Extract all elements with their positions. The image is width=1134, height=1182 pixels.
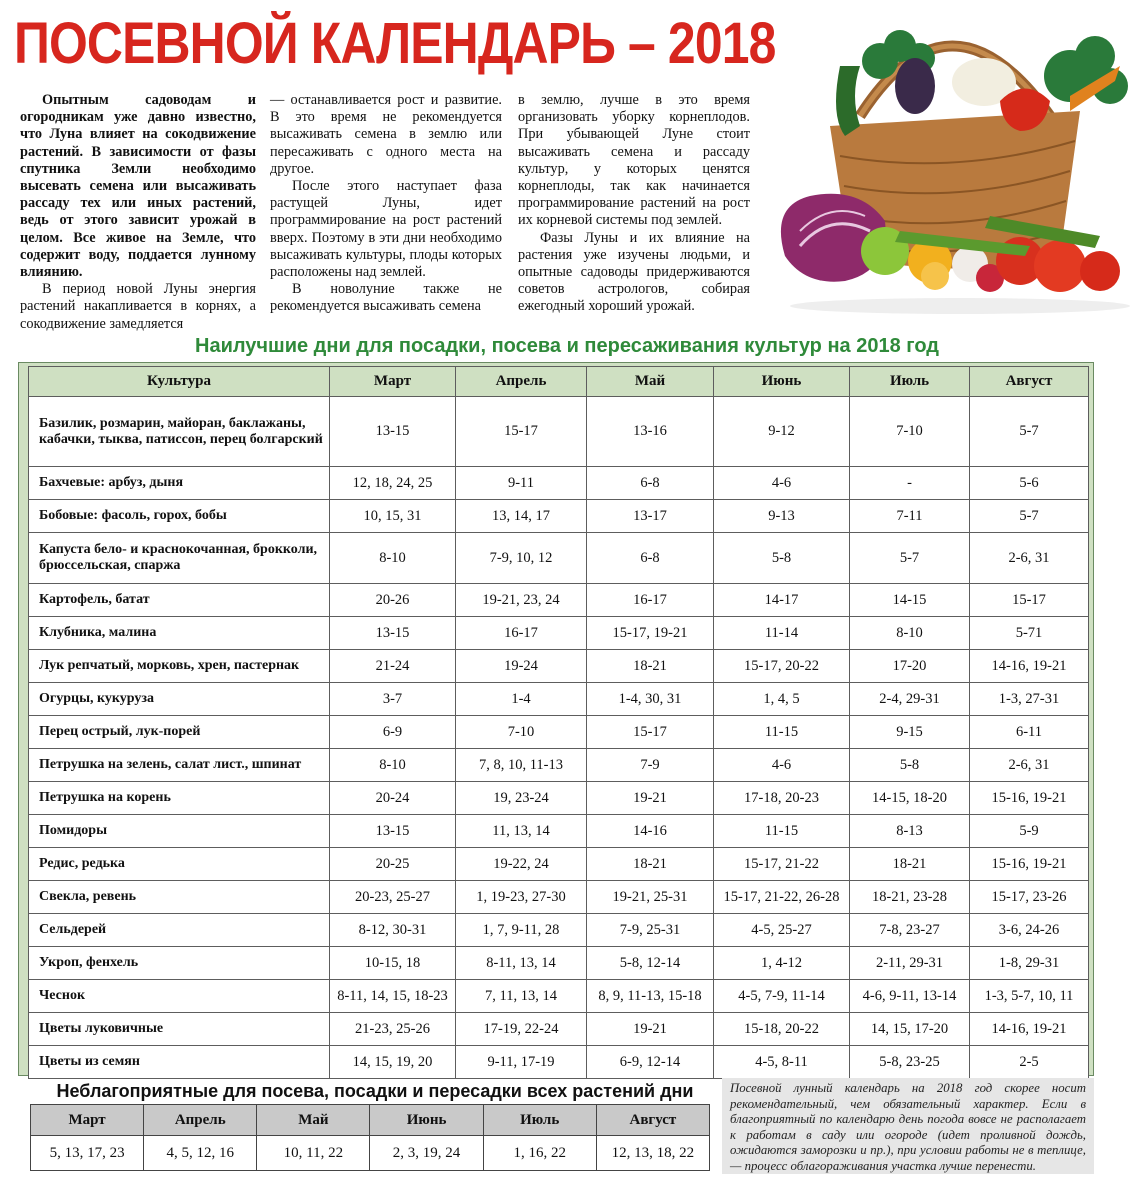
date-cell: 5-9 bbox=[970, 815, 1089, 848]
date-cell: 2-11, 29-31 bbox=[850, 947, 970, 980]
date-cell: 5-6 bbox=[970, 467, 1089, 500]
date-cell: 11-14 bbox=[714, 617, 850, 650]
date-cell: 15-17 bbox=[970, 584, 1089, 617]
date-cell: 5-71 bbox=[970, 617, 1089, 650]
intro-column-2 bbox=[270, 92, 502, 316]
table-row bbox=[29, 947, 1089, 980]
date-cell: 21-24 bbox=[330, 650, 456, 683]
date-cell: 14-15, 18-20 bbox=[850, 782, 970, 815]
crop-name-cell: Свекла, ревень bbox=[29, 881, 330, 914]
table-row bbox=[29, 533, 1089, 584]
table-row bbox=[29, 650, 1089, 683]
intro-paragraph: В новолуние также не рекомендуется высаживать семена bbox=[270, 281, 502, 315]
date-cell: 7-8, 23-27 bbox=[850, 914, 970, 947]
date-cell: 5-8, 12-14 bbox=[587, 947, 714, 980]
date-cell: 20-26 bbox=[330, 584, 456, 617]
date-cell: 14, 15, 17-20 bbox=[850, 1013, 970, 1046]
date-cell: 1-8, 29-31 bbox=[970, 947, 1089, 980]
date-cell: 2-4, 29-31 bbox=[850, 683, 970, 716]
table-row bbox=[29, 467, 1089, 500]
intro-paragraph: в землю, лучше в это время организовать уборку корнеплодов. При убывающей Луне стоит высаживать семена и рассаду культур, у которых ценятся корнеплоды, так как начинается программирование растений на рост их корневой системы под землей. bbox=[518, 92, 750, 229]
date-cell: 17-18, 20-23 bbox=[714, 782, 850, 815]
column-header: Март bbox=[330, 367, 456, 397]
date-cell: 8-10 bbox=[850, 617, 970, 650]
date-cell: 2-6, 31 bbox=[970, 533, 1089, 584]
date-cell: 19-21 bbox=[587, 1013, 714, 1046]
date-cell: 15-17 bbox=[587, 716, 714, 749]
intro-paragraph: В период новой Луны энергия растений накапливается в корнях, а сокодвижение замедляется bbox=[20, 281, 256, 332]
date-cell: 7-10 bbox=[456, 716, 587, 749]
crop-name-cell: Чеснок bbox=[29, 980, 330, 1013]
date-cell: 20-25 bbox=[330, 848, 456, 881]
table-row bbox=[29, 683, 1089, 716]
best-days-table bbox=[28, 366, 1089, 1079]
crop-name-cell: Цветы луковичные bbox=[29, 1013, 330, 1046]
date-cell: 15-16, 19-21 bbox=[970, 848, 1089, 881]
date-cell: 13-15 bbox=[330, 815, 456, 848]
date-cell: 14-16, 19-21 bbox=[970, 1013, 1089, 1046]
date-cell: 2-5 bbox=[970, 1046, 1089, 1079]
crop-name-cell: Бобовые: фасоль, горох, бобы bbox=[29, 500, 330, 533]
date-cell: 17-20 bbox=[850, 650, 970, 683]
table-row bbox=[29, 1013, 1089, 1046]
crop-name-cell: Капуста бело- и краснокочанная, брокколи, брюссельская, спаржа bbox=[29, 533, 330, 584]
date-cell: 17-19, 22-24 bbox=[456, 1013, 587, 1046]
date-cell: 4-6 bbox=[714, 749, 850, 782]
date-cell: 15-17, 21-22 bbox=[714, 848, 850, 881]
date-cell: 1-3, 27-31 bbox=[970, 683, 1089, 716]
date-cell: 3-7 bbox=[330, 683, 456, 716]
intro-lead-paragraph: Опытным садоводам и огородникам уже давно известно, что Луна влияет на сокодвижение растений. В зависимости от фазы спутника Земли необходимо высевать семена или высаживать рассаду тех или иных растений, ведь от этого зависит урожай в целом. Все живое на Земле, что содержит воду, поддается лунному влиянию. bbox=[20, 92, 256, 281]
crop-name-cell: Перец острый, лук-порей bbox=[29, 716, 330, 749]
date-cell: 1, 19-23, 27-30 bbox=[456, 881, 587, 914]
date-cell: 6-8 bbox=[587, 467, 714, 500]
table-row bbox=[29, 397, 1089, 467]
date-cell: 14-17 bbox=[714, 584, 850, 617]
table-row bbox=[29, 1046, 1089, 1079]
unfavorable-days-table bbox=[30, 1104, 710, 1171]
date-cell: 18-21 bbox=[587, 848, 714, 881]
date-cell: 8-10 bbox=[330, 749, 456, 782]
date-cell: 19-21, 25-31 bbox=[587, 881, 714, 914]
date-cell: 15-17, 23-26 bbox=[970, 881, 1089, 914]
column-header: Май bbox=[257, 1105, 370, 1136]
date-cell: 8, 9, 11-13, 15-18 bbox=[587, 980, 714, 1013]
date-cell: 9-15 bbox=[850, 716, 970, 749]
date-cell: 11, 13, 14 bbox=[456, 815, 587, 848]
date-cell: 1, 4, 5 bbox=[714, 683, 850, 716]
date-cell: 5-8, 23-25 bbox=[850, 1046, 970, 1079]
date-cell: 4-6, 9-11, 13-14 bbox=[850, 980, 970, 1013]
table-row bbox=[29, 848, 1089, 881]
date-cell: 7-9, 25-31 bbox=[587, 914, 714, 947]
date-cell: 4-5, 8-11 bbox=[714, 1046, 850, 1079]
date-cell: 12, 18, 24, 25 bbox=[330, 467, 456, 500]
column-header: Апрель bbox=[456, 367, 587, 397]
date-cell: 5-7 bbox=[850, 533, 970, 584]
date-cell: 18-21, 23-28 bbox=[850, 881, 970, 914]
table-cell: 1, 16, 22 bbox=[483, 1136, 596, 1171]
date-cell: 19-21 bbox=[587, 782, 714, 815]
crop-name-cell: Цветы из семян bbox=[29, 1046, 330, 1079]
table-header-row bbox=[31, 1105, 710, 1136]
date-cell: 15-17, 21-22, 26-28 bbox=[714, 881, 850, 914]
intro-column-3 bbox=[518, 92, 750, 316]
intro-column-1 bbox=[20, 92, 256, 333]
date-cell: 6-11 bbox=[970, 716, 1089, 749]
date-cell: 5-8 bbox=[714, 533, 850, 584]
date-cell: 6-9 bbox=[330, 716, 456, 749]
date-cell: 8-10 bbox=[330, 533, 456, 584]
crop-name-cell: Бахчевые: арбуз, дыня bbox=[29, 467, 330, 500]
date-cell: 19-21, 23, 24 bbox=[456, 584, 587, 617]
date-cell: 7-9, 10, 12 bbox=[456, 533, 587, 584]
best-days-table-title: Наилучшие дни для посадки, посева и пересаживания культур на 2018 год bbox=[195, 335, 939, 357]
table-row bbox=[29, 881, 1089, 914]
date-cell: 9-11 bbox=[456, 467, 587, 500]
date-cell: 15-18, 20-22 bbox=[714, 1013, 850, 1046]
crop-name-cell: Сельдерей bbox=[29, 914, 330, 947]
date-cell: 1-4, 30, 31 bbox=[587, 683, 714, 716]
footnote: Посевной лунный календарь на 2018 год скорее носит рекомендательный, чем обязательный характер. Если в благоприятный по календарю день погода вовсе не располагает к работам в саду или огороде (идет проливной дождь, ожидаются заморозки и пр.), при условии работы не в теплице, — процесс облагораживания участка лучше перенести. bbox=[722, 1078, 1094, 1174]
date-cell: 19, 23-24 bbox=[456, 782, 587, 815]
crop-name-cell: Укроп, фенхель bbox=[29, 947, 330, 980]
intro-paragraph: После этого наступает фаза растущей Луны, идет программирование на рост растений вверх. Поэтому в эти дни необходимо высаживать культуры, плоды которых расположены над землей. bbox=[270, 178, 502, 281]
table-row bbox=[29, 716, 1089, 749]
column-header: Июль bbox=[483, 1105, 596, 1136]
table-row bbox=[29, 500, 1089, 533]
table-row bbox=[29, 980, 1089, 1013]
date-cell: 6-8 bbox=[587, 533, 714, 584]
date-cell: 1-3, 5-7, 10, 11 bbox=[970, 980, 1089, 1013]
date-cell: 20-23, 25-27 bbox=[330, 881, 456, 914]
table-row bbox=[29, 782, 1089, 815]
date-cell: 7-11 bbox=[850, 500, 970, 533]
date-cell: 8-13 bbox=[850, 815, 970, 848]
page-title: ПОСЕВНОЙ КАЛЕНДАРЬ – 2018 bbox=[14, 11, 776, 76]
date-cell: 13-16 bbox=[587, 397, 714, 467]
date-cell: 20-24 bbox=[330, 782, 456, 815]
column-header: Март bbox=[31, 1105, 144, 1136]
date-cell: 6-9, 12-14 bbox=[587, 1046, 714, 1079]
date-cell: 15-16, 19-21 bbox=[970, 782, 1089, 815]
date-cell: 7-10 bbox=[850, 397, 970, 467]
column-header: Июнь bbox=[714, 367, 850, 397]
table-row bbox=[29, 815, 1089, 848]
date-cell: 1, 7, 9-11, 28 bbox=[456, 914, 587, 947]
date-cell: 9-11, 17-19 bbox=[456, 1046, 587, 1079]
date-cell: 16-17 bbox=[456, 617, 587, 650]
date-cell: 5-7 bbox=[970, 397, 1089, 467]
date-cell: 18-21 bbox=[587, 650, 714, 683]
date-cell: 5-8 bbox=[850, 749, 970, 782]
table-cell: 5, 13, 17, 23 bbox=[31, 1136, 144, 1171]
date-cell: 9-12 bbox=[714, 397, 850, 467]
date-cell: - bbox=[850, 467, 970, 500]
crop-name-cell: Клубника, малина bbox=[29, 617, 330, 650]
date-cell: 10-15, 18 bbox=[330, 947, 456, 980]
date-cell: 11-15 bbox=[714, 716, 850, 749]
date-cell: 13-15 bbox=[330, 617, 456, 650]
table-row bbox=[29, 584, 1089, 617]
unfavorable-days-title: Неблагоприятные для посева, посадки и пересадки всех растений дни bbox=[56, 1081, 694, 1101]
date-cell: 18-21 bbox=[850, 848, 970, 881]
date-cell: 13-15 bbox=[330, 397, 456, 467]
crop-name-cell: Редис, редька bbox=[29, 848, 330, 881]
date-cell: 14-15 bbox=[850, 584, 970, 617]
date-cell: 15-17 bbox=[456, 397, 587, 467]
date-cell: 4-6 bbox=[714, 467, 850, 500]
date-cell: 7, 8, 10, 11-13 bbox=[456, 749, 587, 782]
column-header: Май bbox=[587, 367, 714, 397]
vegetable-basket-image bbox=[770, 6, 1132, 314]
column-header: Август bbox=[596, 1105, 709, 1136]
date-cell: 4-5, 7-9, 11-14 bbox=[714, 980, 850, 1013]
column-header: Апрель bbox=[144, 1105, 257, 1136]
table-row bbox=[29, 749, 1089, 782]
date-cell: 15-17, 19-21 bbox=[587, 617, 714, 650]
date-cell: 21-23, 25-26 bbox=[330, 1013, 456, 1046]
date-cell: 14-16 bbox=[587, 815, 714, 848]
intro-paragraph: Фазы Луны и их влияние на растения уже изучены людьми, и опытные садоводы придерживаются советов астрологов, собирая ежегодный хороший урожай. bbox=[518, 229, 750, 315]
table-cell: 2, 3, 19, 24 bbox=[370, 1136, 483, 1171]
table-cell: 4, 5, 12, 16 bbox=[144, 1136, 257, 1171]
table-row bbox=[31, 1136, 710, 1171]
column-header: Июль bbox=[850, 367, 970, 397]
date-cell: 14-16, 19-21 bbox=[970, 650, 1089, 683]
date-cell: 8-11, 14, 15, 18-23 bbox=[330, 980, 456, 1013]
date-cell: 16-17 bbox=[587, 584, 714, 617]
table-cell: 10, 11, 22 bbox=[257, 1136, 370, 1171]
column-header: Культура bbox=[29, 367, 330, 397]
crop-name-cell: Огурцы, кукуруза bbox=[29, 683, 330, 716]
date-cell: 14, 15, 19, 20 bbox=[330, 1046, 456, 1079]
date-cell: 13, 14, 17 bbox=[456, 500, 587, 533]
date-cell: 1, 4-12 bbox=[714, 947, 850, 980]
crop-name-cell: Петрушка на зелень, салат лист., шпинат bbox=[29, 749, 330, 782]
date-cell: 5-7 bbox=[970, 500, 1089, 533]
date-cell: 8-12, 30-31 bbox=[330, 914, 456, 947]
crop-name-cell: Помидоры bbox=[29, 815, 330, 848]
table-header-row bbox=[29, 367, 1089, 397]
crop-name-cell: Лук репчатый, морковь, хрен, пастернак bbox=[29, 650, 330, 683]
date-cell: 9-13 bbox=[714, 500, 850, 533]
crop-name-cell: Картофель, батат bbox=[29, 584, 330, 617]
table-row bbox=[29, 617, 1089, 650]
table-row bbox=[29, 914, 1089, 947]
date-cell: 10, 15, 31 bbox=[330, 500, 456, 533]
date-cell: 19-24 bbox=[456, 650, 587, 683]
date-cell: 8-11, 13, 14 bbox=[456, 947, 587, 980]
intro-paragraph: — останавливается рост и развитие. В это время не рекомендуется высаживать семена в землю или пересаживать с одного места на другое. bbox=[270, 92, 502, 177]
date-cell: 3-6, 24-26 bbox=[970, 914, 1089, 947]
date-cell: 2-6, 31 bbox=[970, 749, 1089, 782]
date-cell: 7-9 bbox=[587, 749, 714, 782]
date-cell: 19-22, 24 bbox=[456, 848, 587, 881]
date-cell: 7, 11, 13, 14 bbox=[456, 980, 587, 1013]
crop-name-cell: Базилик, розмарин, майоран, баклажаны, кабачки, тыква, патиссон, перец болгарский bbox=[29, 397, 330, 467]
date-cell: 4-5, 25-27 bbox=[714, 914, 850, 947]
date-cell: 1-4 bbox=[456, 683, 587, 716]
table-cell: 12, 13, 18, 22 bbox=[596, 1136, 709, 1171]
column-header: Июнь bbox=[370, 1105, 483, 1136]
column-header: Август bbox=[970, 367, 1089, 397]
date-cell: 11-15 bbox=[714, 815, 850, 848]
crop-name-cell: Петрушка на корень bbox=[29, 782, 330, 815]
date-cell: 15-17, 20-22 bbox=[714, 650, 850, 683]
date-cell: 13-17 bbox=[587, 500, 714, 533]
